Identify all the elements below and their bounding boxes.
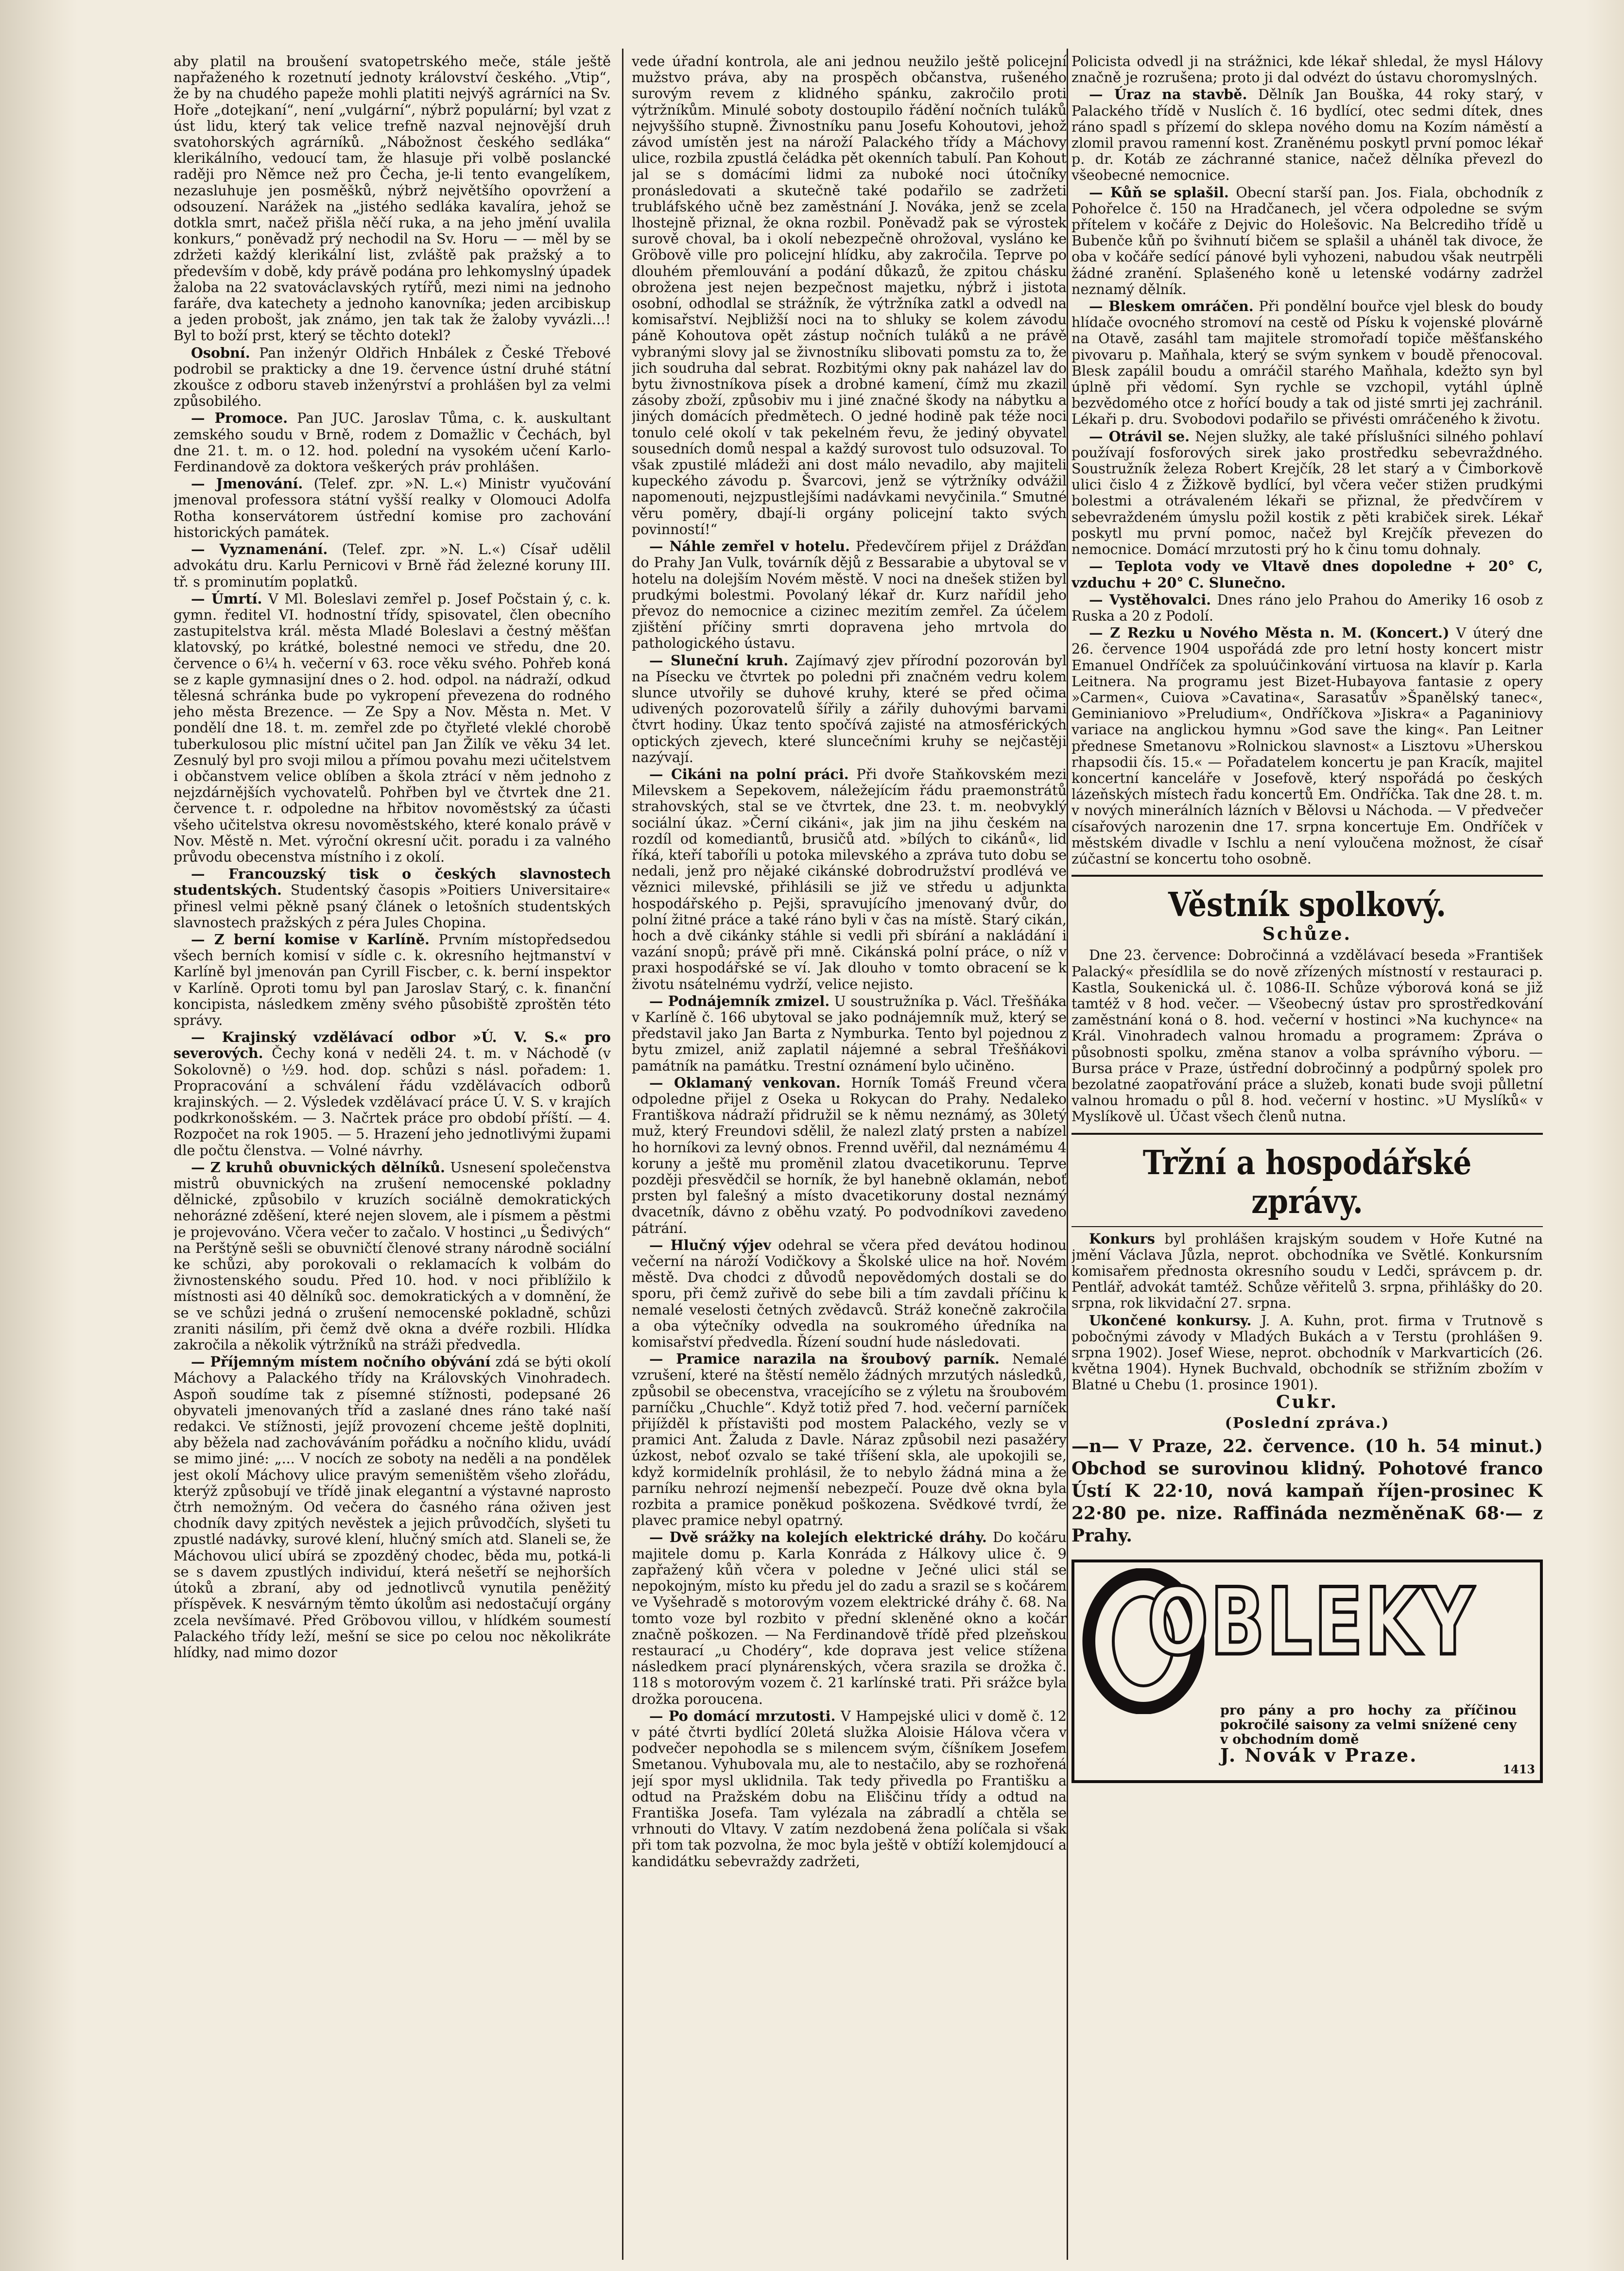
- article-text: Obecní starší pan. Jos. Fiala, obchodník z Pohořelce č. 150 na Hradčanech, jel včera odpoledne se svým přítelem v kočáře z Dejvic do Holešovic. Na Belcrediho třídě u Bubenče kůň po švihnutí bičem se splašil a uháněl tak divoce, že oba v kočáře sedící pánové byli vyhozeni, nabudou však neutrpěli žádné zranění. Splašeného koně u letenské vodárny zadržel neznamý dělník.: [1071, 184, 1543, 297]
- article-promoce: [173, 410, 611, 475]
- article-blesk: [1071, 298, 1543, 428]
- article-text: J. A. Kuhn, prot. firma v Trutnově s pobočnými závody v Mladých Bukách a v Terstu (prohlášen 9. srpna 1902). Josef Wiese, neprot. obchodník v Markvarticích (26. května 1904). Hynek Buchvald, obchodník se střižním zbožím v Blatné u Chebu (1. prosince 1901).: [1071, 1312, 1543, 1393]
- advertisement-obleky: [1071, 1560, 1543, 1783]
- article-obuvnici: [173, 1160, 611, 1353]
- article-schuze: Dne 23. července: Dobročinná a vzdělávací beseda »František Palacký« přesídlila se do nově zřízených místností v restauraci p. Kastla, Soukenická ul. č. 1086-II. Schůze výborová koná se již tamtéž v 8 hod. večer. — Všeobecný ústav pro sprostředkování zaměstnání koná o 8. hod. večerní v hostinci »Na kuchynce« na Král. Vinohradech valnou hromadu a programem: Zpráva o působnosti spolku, změna stanov a volba správního výboru. — Bursa práce v Praze, ústřední dobročinný a podpůrný spolek pro bezolatné zaopatřování práce a služeb, konati bude svoji půlletní valnou hromadu o půl 8. hod. večerní v hostinc. »U Myslíků« v Myslíkově ul. Účast všech členů nutna.: [1071, 947, 1543, 1125]
- article-teplota: [1071, 558, 1543, 590]
- section-divider: [1071, 875, 1543, 877]
- left-column: [173, 53, 611, 2260]
- ad-title: OBLEKY: [1147, 1568, 1476, 1676]
- column-rule-right: [1067, 49, 1068, 2260]
- middle-column: [632, 53, 1067, 2260]
- headline-promoce: — Promoce.: [191, 410, 288, 427]
- article-oklamany-venkovan: [632, 1075, 1067, 1236]
- headline-nahle-zemrel: — Náhle zemřel v hotelu.: [649, 538, 850, 555]
- article-text: ve Vltavě dnes dopoledne + 20° C, vzduchu + 20° C. Slunečno.: [1071, 558, 1543, 591]
- article-text: Nemalé vzrušení, které na štěstí nemělo žádných mrzutých následků, způsobil se obecenstva, vracejícího se z výletu na šroubovém parníčku „Chuchle“. Když totiž před 7. hod. večerní parníček přijížděl k přístavišti pod mostem Palackého, vezly se v pramici Ant. Žaluda z Davle. Náraz způsobil nezi pasažéry úzkost, neboť ozvalo se také tříšení skla, ale upokojili se, když kormidelník prohlásil, že to nebylo žádná mina a že parníku nehrozí nejmenší nebezpečí. Pouze dvě okna byla rozbita a pramice poněkud poškozena. Svědkové tvrdí, že plavec pramice nebyl opatrný.: [632, 1351, 1067, 1529]
- article-hlucny-vyjev: [632, 1237, 1067, 1350]
- headline-berni-komise: — Z berní komise v Karlíně.: [191, 931, 430, 948]
- article-srazky: [632, 1529, 1067, 1707]
- article-text: Do kočáru majitele domu p. Karla Konráda z Hálkovy ulice č. 9 zapřažený kůň včera v poledne v Ječné ulici stál se nepokojným, místo ku předu jel do zadu a srazil se s kočárem ve Vyšehradě s motorovým vozem elektrické dráhy č. 68. Na tomto voze byl rozbito v přední skleněné okno a kočár značně poškozen. — Na Ferdinandově třídě před plzeňskou restaurací „u Chodéry“, kde doprava jest velice stížena následkem prací plynárenských, včera srazila se drožka č. 118 s motorovým vozem č. 21 karlínské trati. Při srážce byla drožka poroucena.: [632, 1529, 1067, 1707]
- page-shadow-left: [0, 0, 78, 2271]
- ad-text: pro pány a pro hochy za příčinou pokročilé saisony za velmi snížené ceny v obchodním domě: [1220, 1703, 1517, 1748]
- headline-podnajemnik: — Podnájemník zmizel.: [649, 992, 830, 1009]
- article-francouzsky-tisk: [173, 866, 611, 931]
- headline-nocni-obyvani: — Příjemným místem nočního obývání: [191, 1353, 491, 1370]
- article-text: Dnes ráno jelo Prahou do Ameriky 16 osob z Ruska a 20 z Podolí.: [1071, 591, 1543, 624]
- article-continuation: vede úřadní kontrola, ale ani jednou neužilo ještě policejní mužstvo práva, aby na prospěch občanstva, rušeného surovým revem z klidného spánku, zakročilo proti výtržníkům. Minulé soboty dostoupilo řádění nočních tuláků nejvyššího stupně. Živnostníku panu Josefu Kohoutovi, jehož závod umístěn jest na nároží Palackého třídy a Máchovy ulice, rozbila zpustlá čeládka pět okenních tabulí. Pan Kohout jal se s domácími lidmi za nuboké noci útočníky pronásledovati a skutečně také podařilo se zadržeti trubláfského učně bez zaměstnání J. Nováka, jenž se zcela lhostejně přiznal, že okna rozbil. Poněvadž pak se výrostek surově choval, ba i okolí nebezpečně ohrožoval, vysláno ke Gröbově ville pro policejní hlídku, aby zakročila. Teprve po dlouhém přemlouvání a podání důkazů, že zpitou chásku obrožena jest nejen bezpečnost majetku, nýbrž i jistota osobní, odhodlal se strážník, že výtržníka zatkl a odvedl na komisařství. Nejbližší noci na to shluky se kolem závodu páně Kohoutova opět zástup nočních tuláků a ne právě vybranými slovy jal se živnostníku slibovati pomstu za to, že jich soudruha dal sebrat. Rozbitými okny pak naházel lav do bytu živnostníkova písek a drobné kamení, čímž mu zkazil zásoby zboží, způsobiv mu i jiné značné škody na nábytku a jiných domácích předmětech. O jedné hodině pak téže noci tonulo celé okolí v tak pekelném řevu, že jediný obyvatel sousedních domů nespal a každý surovost tulo odsuzoval. To však zpustilé mládeži ani dost málo nevadilo, aby majiteli kupeckého závodu p. Švarcovi, jenž se výtržníky odvážil napomenouti, nejzpustlejšími nadávkami nevyčinila.“ Smutné věru poměry, dbají-li orgány policejní takto svých povinností!“: [632, 53, 1067, 537]
- headline-obuvnici: — Z kruhů obuvnických dělníků.: [191, 1159, 446, 1176]
- headline-teplota: — Teplota vody: [1089, 558, 1220, 575]
- headline-vzdelavaci-odbor: — Krajinský vzdělávací odbor »Ú. V. S.« pro severových.: [173, 1029, 611, 1062]
- article-domaci-mrzutost: [632, 1708, 1067, 1870]
- article-vzdelavaci-odbor: [173, 1029, 611, 1159]
- headline-srazky: — Dvě srážky na kolejích elektrické dráhy.: [649, 1529, 987, 1546]
- article-cikani: [632, 766, 1067, 992]
- headline-uraz: — Úraz na stavbě.: [1089, 86, 1247, 103]
- section-divider-thin: [1071, 1226, 1543, 1227]
- headline-umrti: — Úmrtí.: [191, 590, 262, 607]
- headline-otravil: — Otrávil se.: [1089, 428, 1190, 445]
- article-text: Prvním místopředsedou všech berních komisí v sídle c. k. okresního hejtmanství v Karlíně byl jmenován pan Cyrill Fiscber, c. k. berní inspektor v Karlíně. Oproti tomu byl pan Jaroslav Starý, c. k. finanční koncipista, následkem změny svého působiště zproštěn této správy.: [173, 931, 611, 1028]
- article-text: Pan inženýr Oldřich Hnbálek z České Třebové podrobil se prakticky a dne 19. července ústní druhé státní zkoušce z odboru staveb inženýrství a prohlášen byl za velmi způsobilého.: [173, 344, 611, 410]
- article-text: Dělník Jan Bouška, 44 roky starý, v Palackého třídě v Nuslích č. 16 bydlící, otec sedmi dítek, dnes ráno spadl s přízemí do sklepa nového domu na Kozím náměstí a zlomil pravou ramenní kost. Zraněnému poskytl první pomoc lékař p. dr. Kotáb ze záchranné stanice, načež dělníka převezl do všeobecné nemocnice.: [1071, 86, 1543, 184]
- headline-pramice: — Pramice narazila na šroubový parník.: [649, 1351, 1000, 1368]
- subsection-title-schuze: Schůze.: [1262, 924, 1352, 945]
- headline-kun-splasil: — Kůň se splašil.: [1089, 184, 1229, 201]
- article-ukoncene-konkursy: [1071, 1313, 1543, 1393]
- article-text: U soustružníka p. Václ. Třešňáka v Karlíně č. 166 ubytoval se jako podnájemník muž, který se představil jako Jan Barta z Nymburka. Tento byl pojednou z bytu zmizel, aniž zaplatil nájemné a sebral Třešňákovi památník na památku. Trestní oznámení bylo učiněno.: [632, 992, 1067, 1074]
- article-text: byl prohlášen krajským soudem v Hoře Kutné na jmění Václava Jůzla, neprot. obchodníka ve Světlé. Konkursním komisařem přednosta okresního soudu v Ledči, správcem p. dr. Pentlář, advokát tamtéž. Schůze věřitelů 3. srpna, přihlášky do 20. srpna, rok likvidační 27. srpna.: [1071, 1230, 1543, 1312]
- headline-domaci-mrzutost: — Po domácí mrzutosti.: [649, 1707, 836, 1724]
- article-nahle-zemrel: [632, 538, 1067, 651]
- article-text: Studentský časopis »Poitiers Universitaire« přinesl velmi pěkně psaný článek o letošních studentských slavnostech pražských z péra Jules Chopina.: [173, 882, 611, 931]
- article-continuation: aby platil na broušení svatopetrského meče, stále ještě napřaženého k rozetnutí jednoty království českého. „Vtip“, že by na chudého papeže mohli platiti nejvýš agrárníci na Sv. Hoře „dotejkaní“, není „vulgární“, nýbrž populární; byl vzat z úst lidu, který tak velice trefně nazval nejnovější druh svatohorských agrárníků. „Nábožnost českého sedláka“ klerikálního, vedoucí tam, že hlasuje při volbě poslancké raději pro Němce než pro Čecha, je-li tento evangelíkem, nezasluhuje jen posměšků, nýbrž největšího opovržení a odsouzení. Narážek na „jistého sedláka kavalíra, jehož se dotkla smrt, načež přišla něčí ruka, a na jeho jmění uvalila konkurs,“ poněvadž prý nechodil na Sv. Horu — — měl by se zdržeti každý klerikální list, zvláště pak pražský a to především v době, kdy právě podána pro lehkomyslný úpadek žaloba na 22 svatováclavských rytířů, mezi nimi na jednoho faráře, dva katechety a jednoho kanovníka; jeden arcibiskup a jeden probošt, jak známo, jen tak tak že žaloby vyvázli...! Byl to boží prst, který se těchto dotekl?: [173, 53, 611, 344]
- headline-hlucny-vyjev: — Hlučný výjev: [649, 1236, 771, 1253]
- article-text: (Telef. zpr. »N. L.«) Císař udělil advokátu dru. Karlu Pernicovi v Brně řád železné koruny III. tř. s prominutím poplatků.: [173, 541, 611, 590]
- headline-oklamany-venkovan: — Oklamaný venkovan.: [649, 1074, 841, 1091]
- column-rule-left: [622, 49, 623, 2260]
- right-column: [1071, 53, 1543, 2260]
- article-text: Nejen služky, ale také příslušníci silného pohlaví používají fosforových sirek jako prostředku sebevraždného. Soustružník železa Robert Krejčík, 28 let starý a v Čimborkově ulici čislo 4 z Žižkově bydlící, byl včera večer stižen prudkými bolestmi a otrávaleném lékaři se přiznal, že předvčírem v sebevraždeném úmyslu požil kostik z pěti krabiček sirek. Lékař poskytl mu první pomoc, načež byl Krejčík převezen do nemocnice. Domácí mrzutosti prý ho k činu tomu dohnaly.: [1071, 428, 1543, 558]
- article-text: V úterý dne 26. července 1904 uspořádá zde pro letní hosty koncert mistr Emanuel Ondříček za spoluúčinkování virtuosa na klavír p. Karla Leitnera. Na programu jest Bizet-Hubayova fantasie z opery »Carmen«, Cuiova »Cavatina«, Sarasatův »Španělský tanec«, Geminianiovo »Preludium«, Ondříčkova »Jiskra« a Paganiniovy variace na anglickou hymnu »God save the king«. Pan Leitner přednese Smetanovu »Rolnickou slavnost« a Lisztovu »Uherskou rhapsodii čís. 15.« — Pořadatelem koncertu je pan Kracík, majitel koncertní kanceláře v Josefově, který nspořádá po českých lázeňských místech řadu koncertů Em. Ondříčka. Tak dne 28. t. m. v nových minerálních lázních v Bělovsi u Náchoda. — V předvečer císařových narozenin dne 17. srpna koncertuje Em. Ondříček v městském divadle v Ischlu a není vyloučena možnost, že císař zúčastní se koncertu toho osobně.: [1071, 624, 1543, 867]
- sugar-report: [1071, 1435, 1543, 1547]
- headline-konkurs: Konkurs: [1089, 1230, 1155, 1247]
- article-text: Předevčírem přijel z Drážďan do Prahy Jan Vulk, továrník dějů z Bessarabie a ubytoval se v hotelu na dolejším Novém městě. V noci na dnešek stižen byl prudkými bolestmi. Povolaný lékař dr. Kurz nařídil jeho převoz do nemocnice a cizinec mezitím zemřel. Za účelem zjištění příčiny smrti dopravena jeho mrtvola do pathologického ústavu.: [632, 538, 1067, 652]
- article-text: V Hampejské ulici v domě č. 12 v páté čtvrti bydlící 20letá služka Aloisie Hálova včera v podvečer nepohodla se s milencem svým, číšníkem Josefem Smetanou. Vyhubovala mu, ale to nestačilo, aby se rozhořená její spor mysl uklidnila. Tak tedy přivedla po Františku a odtud na Pražském dobu na Eliščinu třídy a odtud na Františka Josefa. Tam vylézala na zábradlí a chtěla se vrhnouti do Vltavy. V zatím nezdobená žena políčala si však při tom tak pozvolna, že moc byla ještě v obtíží kolemjdoucí a kandidátku sebevraždy zadržeti,: [632, 1707, 1067, 1870]
- headline-cikani: — Cikáni na polní práci.: [649, 765, 849, 782]
- article-continuation: Policista odvedl ji na strážnici, kde lékař shledal, že mysl Hálovy značně je rozrušena; proto ji dal odvézt do ústavu choromyslných.: [1071, 53, 1543, 86]
- headline-koncert: — Z Rezku u Nového Města n. M. (Koncert.): [1089, 624, 1450, 641]
- article-text: zdá se býti okolí Máchovy a Palackého třídy na Královských Vinohradech. Aspoň soudíme tak z písemné stížnosti, podepsané 26 obyvateli jmenovaných tříd a zaslané dnes ráno také naší redakci. Ve stížnosti, jejíž provození chceme ještě doplniti, aby běžela nad zachováváním pořádku a nočního klidu, uvádí se mimo jiné: „... V nocích ze soboty na neděli a na pondělek jest okolí Máchovy ulice pravým semeništěm všeho zlořádu, kterýž způsobují ve třídě jinak elegantní a výstavné naprosto čtrh nemožným. Od večera do časného rána oživen jest chodník davy zpitých nevěstek a jejich průvodčích, slyšeti tu zpustlé nadávky, surové klení, hlučný smích atd. Slaneli se, že Máchovou ulicí ubírá se zpozděný chodec, běda mu, potká-li se s davem zpustlých individuí, která nešetří se nejhorších útoků a zbraní, aby od jednotlivců vynutila peněžitý příspěvek. K nesvárným těmto úkolům asi nedostačují orgány zcela nevšímavé. Před Gröbovou villou, v hlídkém soumestí Palackého třídy leží, mešní se sice po celou noc několikráte hlídky, nad mimo dozor: [173, 1353, 611, 1661]
- article-vystehovalci: [1071, 592, 1543, 624]
- article-konkurs: [1071, 1231, 1543, 1312]
- article-koncert: [1071, 625, 1543, 867]
- headline-francouzsky-tisk: — Francouzský tisk o českých slavnostech studentských.: [173, 866, 611, 899]
- article-osobni: [173, 345, 611, 410]
- headline-osobni: Osobní.: [191, 344, 250, 361]
- headline-ukoncene-konkursy: Ukončené konkursy.: [1089, 1312, 1252, 1329]
- article-umrti: [173, 591, 611, 865]
- article-text: Čechy koná v neděli 24. t. m. v Náchodě (v Sokolovně) o ½9. hod. dop. schůzi s násl. pořadem: 1. Propracování a schválení řádu vzdělávacích odborů krajinských. — 2. Výsledek vzdělávací práce Ú. V. S. v krajích podkrkonošském. — 3. Načrtek práce pro období příští. — 4. Rozpočet na rok 1905. — 5. Hrazení jeho jednotlivými župami dle počtu členstva. — Volné návrhy.: [173, 1045, 611, 1159]
- article-kun-splasil: [1071, 185, 1543, 297]
- subsection-subtitle-cukr: (Poslední zpráva.): [1225, 1414, 1390, 1432]
- article-text: V Ml. Boleslavi zemřel p. Josef Počstain ý, c. k. gymn. ředitel VI. hodnostní třídy, spisovatel, člen obecního zastupitelstva král. města Mladé Boleslavi a čestný měšťan klatovský, po krátké, bolestné nemoci ve středu, dne 20. července o 6¼ h. večerní v 63. roce věku svého. Pohřeb koná se z kaple gymnasijní dnes o 2. hod. odpol. na nádraží, odkud tělesná schránka bude po vykropení převezena do rodného jeho města Brezence. — Ze Spy a Nov. Města n. Met. V pondělí dne 18. t. m. zemřel zde po čtyřleté vleklé chorobě tuberkulosou plic místní učitel pan Jan Žilík ve věku 34 let. Zesnulý byl pro svoji milou a přímou povahu mezi učitelstvem i občanstvem velice oblíben a škola ztrácí v něm jednoho z nejzdárnějších vychovatelů. Pohřben byl ve čtvrtek dne 21. července t. r. odpoledne na hřbitov novoměstský za účasti všeho učitelstva okresu novoměstského, které konalo právě v Nov. Městě n. Met. výroční okresní učit. poradu i za valného průvodu obecenstva místního i z okolí.: [173, 590, 611, 865]
- section-title-trzni: Tržní a hospodářské zprávy.: [1142, 1143, 1472, 1221]
- article-jmenovani: [173, 476, 611, 540]
- article-slunecni-kruh: [632, 653, 1067, 765]
- article-text: Při pondělní bouřce vjel blesk do boudy hlídače ovocného stromoví na cestě od Písku k vojenské plovárně na Otavě, zasáhl tam majitele stromořadí topiče měšťanského pivovaru p. Maňhala, který se svým synkem v boudě přenocoval. Blesk zapálil boudu a omráčil starého Maňhala, kdežto syn byl úplně při vědomí. Syn rychle se vzchopil, vytáhl úplně bezvědomého otce z hořící boudy a tak od jisté smrti jej zachránil. Lékaři p. dru. Svobodovi podařilo se přivésti omráčeného k životu.: [1071, 298, 1543, 428]
- page-shadow-right: [1585, 0, 1624, 2271]
- headline-vyznamenani: — Vyznamenání.: [191, 541, 328, 558]
- article-otravil: [1071, 429, 1543, 558]
- article-berni-komise: [173, 932, 611, 1028]
- article-text: Usnesení společenstva mistrů obuvnických na zrušení nemocenské pokladny dělnické, způsobilo v kruzích sociálně demokratických nehorázné zděšení, které nejen slovem, ale i písmem a pěstmi je projevováno. Včera večer to začalo. V hostinci „u Šedivých“ na Perštýně sešli se obuvničtí členové strany národně sociální ke schůzi, aby porokovali o reklamacích k volbám do živnostenského soudu. Před 10. hod. v noci přiblížilo k místnosti asi 40 dělníků soc. demokratických a v domnění, že se ve schůzi jedná o zrušení nemocenské pokladně, schůzi zraniti násilím, při čemž dvě okna a dvéře rozbili. Hlídka zakročila a několik výtržníků na stráži předvedla.: [173, 1159, 611, 1353]
- article-text: Horník Tomáš Freund včera odpoledne přijel z Oseka u Rokycan do Prahy. Nedaleko Františkova nádraží přidružil se k němu neznámý, as 30letý muž, který Freundovi sdělil, že nalezl zlatý prsten a nabízel ho horníkovi za levný obnos. Frennd uvěřil, dal neznámému 4 koruny a ještě mu proměnil zlatou dvacetikorunu. Teprve později přesvědčil se horník, že byl hanebně oklamán, neboť prsten byl falešný a místo dvacetikoruny dostal neznámý dvacetník, dávno z oběhu vzatý. Po podvodníkovi zavedeno pátrání.: [632, 1074, 1067, 1236]
- article-uraz: [1071, 87, 1543, 183]
- article-text: Pan JUC. Jaroslav Tůma, c. k. auskultant zemského soudu v Brně, rodem z Domažlic v Čechách, byl dne 21. t. m. o 12. hod. polední na vysokém učení Karlo-Ferdinandově za doktora veškerých práv prohlášen.: [173, 410, 611, 475]
- section-divider: [1071, 1133, 1543, 1135]
- sugar-report-lead: —n— V Praze, 22. července. (10 h. 54 minut.): [1071, 1436, 1543, 1457]
- article-text: Zajímavý zjev přírodní pozorován byl na Písecku ve čtvrtek po poledni při značném vedru kolem slunce utvořily se duhové kruhy, které se před očima udivených pozorovatelů šířily a zářily duhovými barvami čtvrt hodiny. Úkaz tento spočívá zajisté na atmosférických optických zjevech, které sluncečními kruhy se nejčastěji nazývají.: [632, 652, 1067, 765]
- sugar-report-text: Obchod se surovinou klidný. Pohotové franco Ústí K 22·10, nová kampaň říjen-prosinec K 22·80 pe. nize. Raffináda nezměněnaK 68·— z Prahy.: [1071, 1458, 1543, 1546]
- article-text: (Telef. zpr. »N. L.«) Ministr vyučování jmenoval professora státní vyšší realky v Olomouci Adolfa Rotha konservátorem ústřední komise pro zachování historických památek.: [173, 475, 611, 540]
- article-podnajemnik: [632, 993, 1067, 1074]
- article-pramice: [632, 1351, 1067, 1528]
- ad-number: 1413: [1503, 1762, 1535, 1776]
- subsection-title-cukr: Cukr.: [1276, 1391, 1338, 1412]
- article-nocni-obyvani: [173, 1354, 611, 1661]
- headline-blesk: — Bleskem omráčen.: [1089, 298, 1254, 315]
- section-title-vestnik: Věstník spolkový.: [1168, 885, 1446, 925]
- article-text: odehral se včera před devátou hodinou večerní na nároží Vodičkovy a Školské ulice na hoř. Novém městě. Dva chodci z důvodů nepovědomých dostali se do sporu, při čemž zuřivě do sebe bili a tím zavdali příčinu k nemalé veselosti četných zvědavců. Stráž konečně zakročila a oba výtečníky odvedla na soukromého úředníka na komisařství předvedla. Řízení soudní hude následovati.: [632, 1236, 1067, 1351]
- ad-signature: J. Novák v Praze.: [1220, 1744, 1418, 1767]
- headline-slunecni-kruh: — Sluneční kruh.: [649, 652, 789, 669]
- headline-jmenovani: — Jmenování.: [191, 475, 303, 492]
- article-vyznamenani: [173, 541, 611, 590]
- headline-vystehovalci: — Vystěhovalci.: [1089, 591, 1211, 608]
- article-text: Při dvoře Staňkovském mezi Milevskem a Sepekovem, náležejícím řádu praemonstrátů strahovských, stal se ve čtvrtek, dne 23. t. m. neobvyklý sociální úkaz. »Černí cikáni«, jak jim na jihu českém na rozdíl od komediantů, brusičů atd. »bílých to cikánů«, lid říká, kteří taboříli u potoka milevského a zpráva tuto dobu se nedali, jenž pro nějaké cikánské dobrodružství prodlévá ve věznici milevské, přihlásili se již ve středu u adjunkta hospodářského p. Pejši, spravujícího jmenovaný dvůr, do polní žitné práce a také ráno byli v čas na místě. Starý cikán, hoch a dvě cikánky stáhle si vedli při sbírání a nakládání i vazání snopů; právě při mně. Cikánská polní práce, o níž v praxi hospodářské se ví. Jak dlouho v tomto obracení se k životu nsátelnému vydrží, velice nejisto.: [632, 765, 1067, 992]
